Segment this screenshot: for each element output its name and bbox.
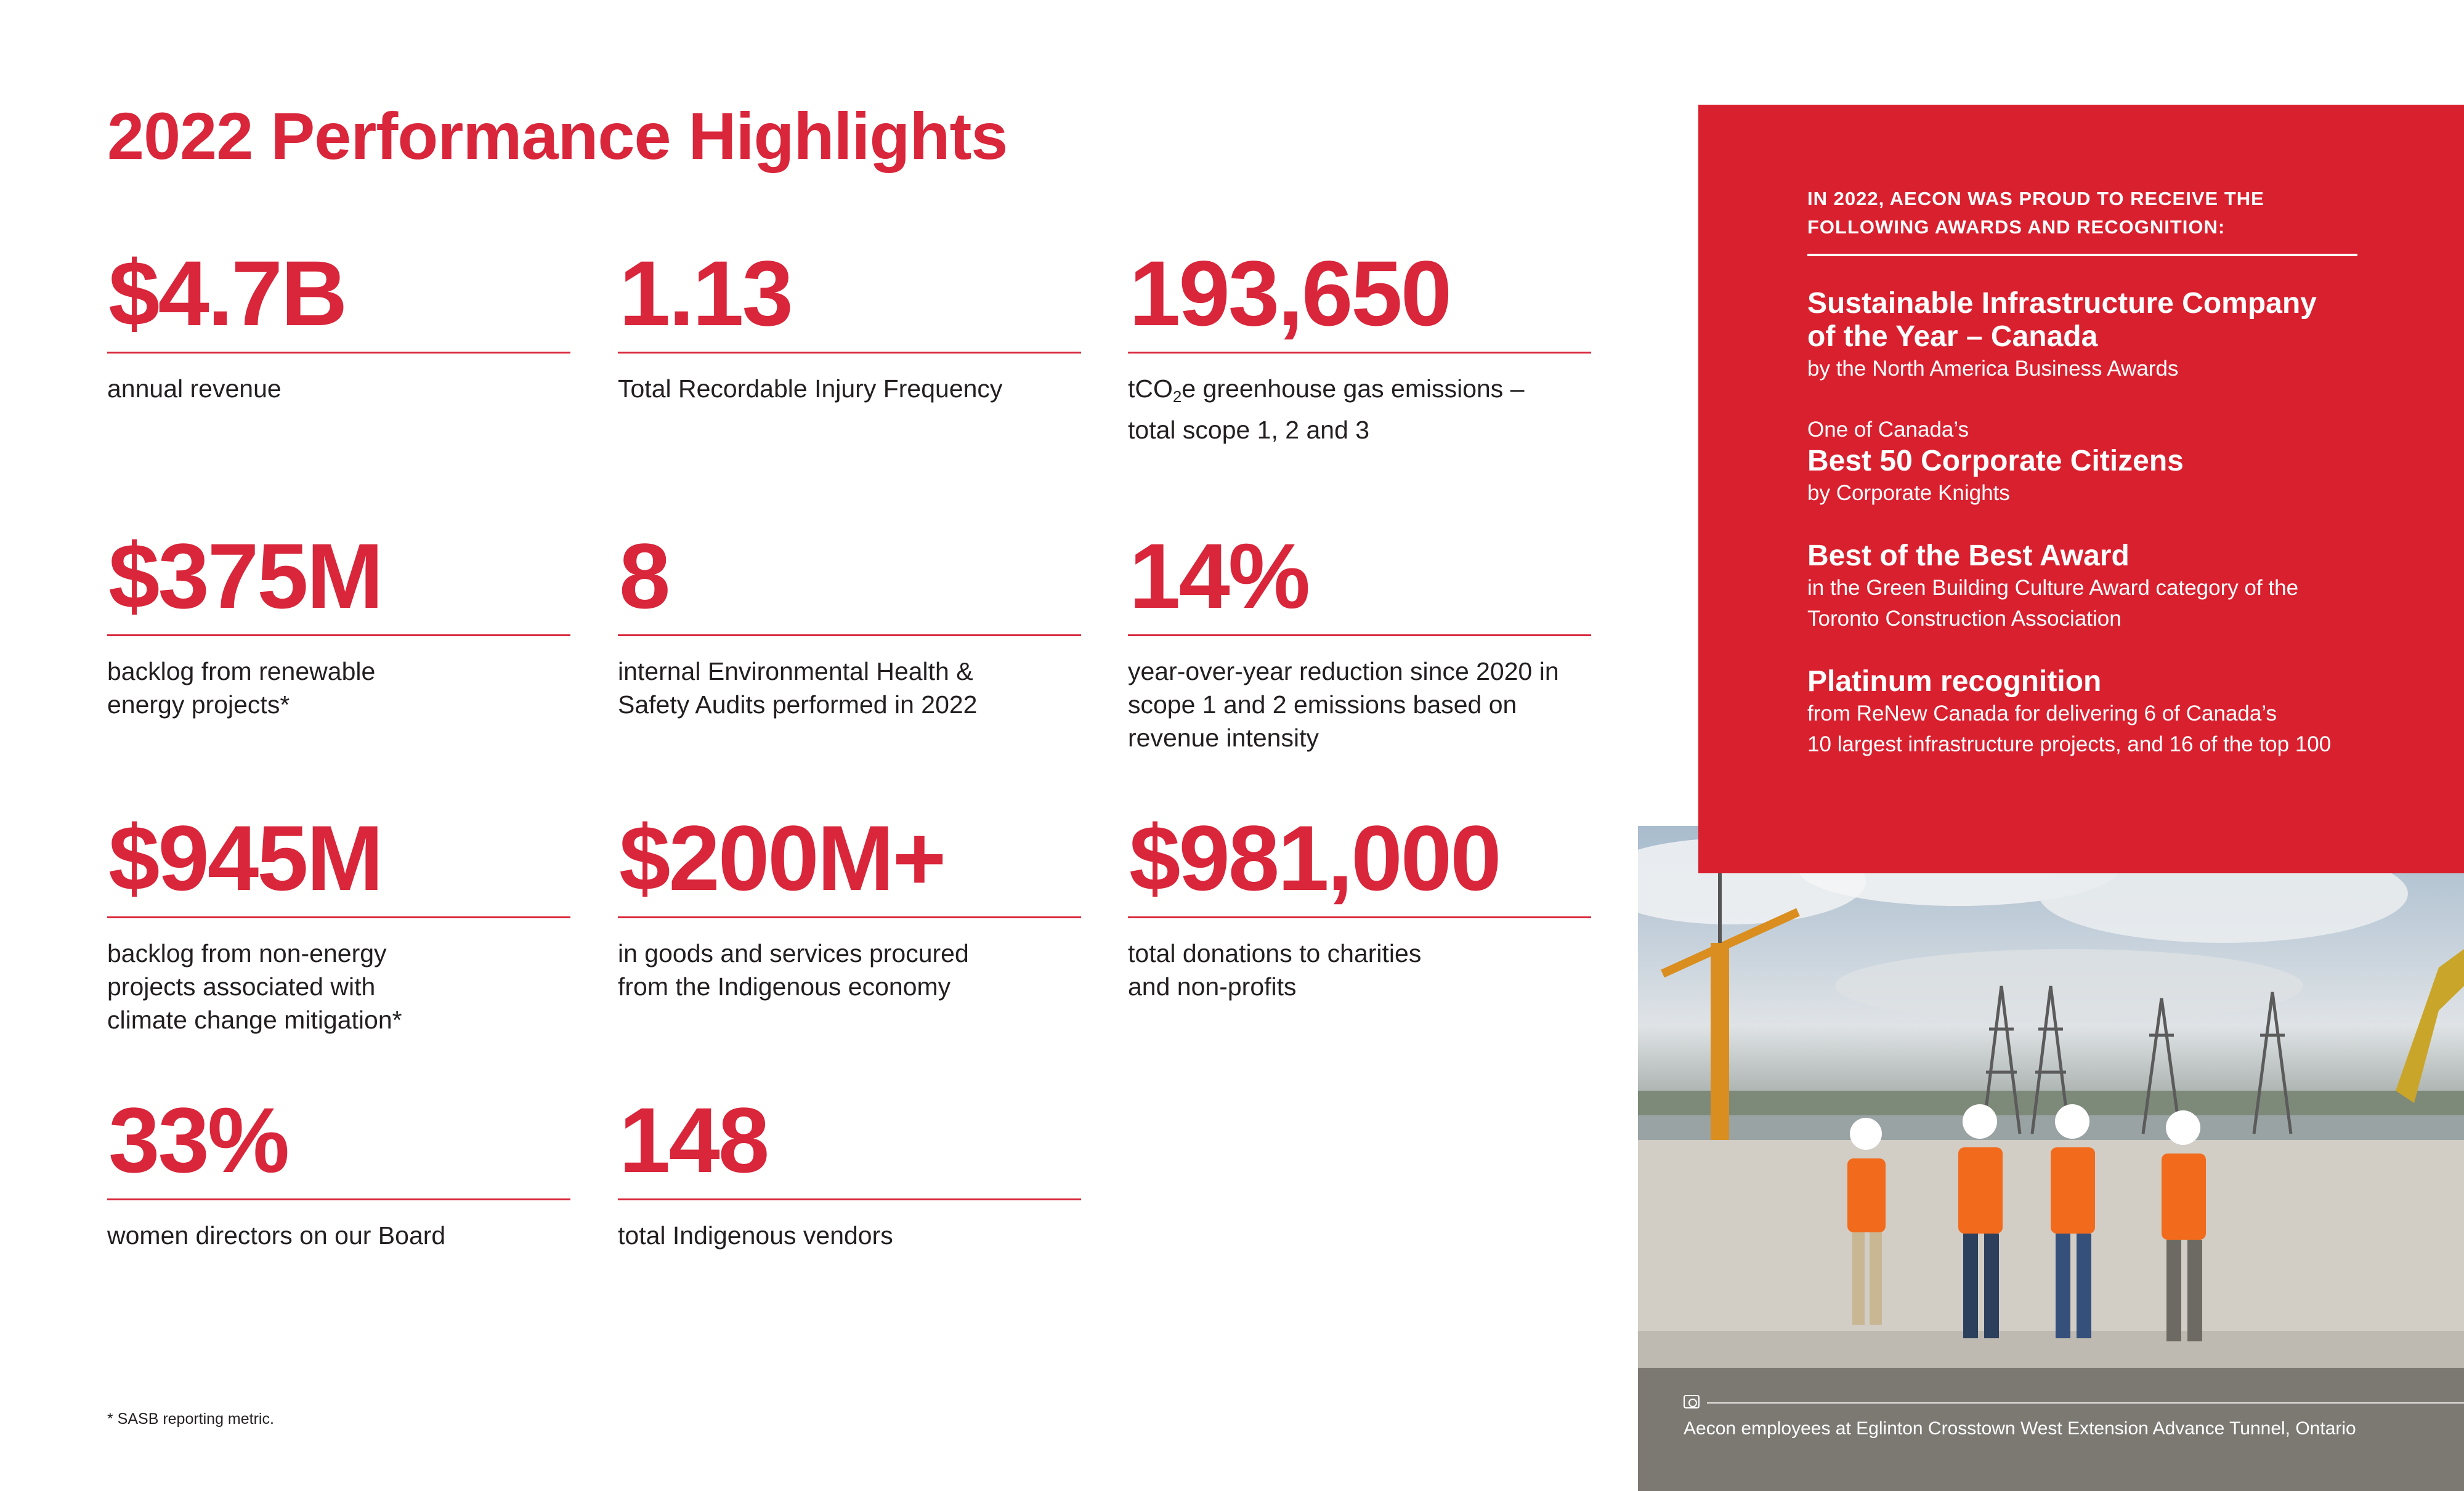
award-detail: in the Green Building Culture Award category of the Toronto Construction Association (1807, 576, 2299, 631)
metric-description-subscript: 2 (1172, 387, 1182, 406)
metric-description: in goods and services procured from the Indigenous economy (618, 939, 969, 1001)
metric-value: 8 (619, 524, 669, 628)
metric-divider (618, 1198, 1081, 1200)
metric-divider (107, 634, 570, 636)
metric-injury-frequency (618, 241, 1081, 405)
award-item (1807, 415, 2357, 509)
metric-description: women directors on our Board (107, 1221, 446, 1250)
metric-divider (618, 634, 1081, 636)
metric-ghg-emissions (1128, 241, 1591, 446)
caption-divider (1707, 1402, 2464, 1404)
metric-annual-revenue (107, 241, 570, 405)
metric-non-energy-backlog (107, 806, 570, 1036)
metric-indigenous-vendors (618, 1088, 1081, 1252)
metric-description: backlog from non-energy projects associated with climate change mitigation* (107, 939, 402, 1034)
award-detail: by Corporate Knights (1807, 481, 2010, 505)
award-item (1807, 287, 2357, 384)
metric-description-pre: tCO (1128, 374, 1173, 403)
footnote: * SASB reporting metric. (107, 1410, 274, 1428)
metric-divider (107, 352, 570, 354)
metric-description: total donations to charities and non-profits (1128, 939, 1422, 1001)
metric-divider (618, 352, 1081, 354)
award-prefix: One of Canada’s (1807, 418, 1969, 442)
award-name: Sustainable Infrastructure Company of the Year – Canada (1807, 287, 2317, 353)
metric-donations (1128, 806, 1591, 1003)
metric-ehs-audits (618, 524, 1081, 721)
photo-caption: Aecon employees at Eglinton Crosstown West Extension Advance Tunnel, Ontario (1684, 1418, 2356, 1439)
metric-indigenous-procurement (618, 806, 1081, 1003)
award-name: Best of the Best Award (1807, 539, 2130, 572)
metric-divider (107, 1198, 570, 1200)
metric-description-post: e greenhouse gas emissions – total scope 1, 2 and 3 (1128, 374, 1525, 444)
awards-divider (1807, 254, 2357, 256)
award-name: Platinum recognition (1807, 665, 2102, 698)
camera-icon (1684, 1395, 1700, 1408)
metric-value: $4.7B (108, 241, 346, 345)
metric-value: $200M+ (619, 806, 945, 910)
metric-renewable-backlog (107, 524, 570, 721)
metric-value: $981,000 (1129, 806, 1500, 910)
metric-value: 1.13 (619, 241, 792, 345)
awards-heading: IN 2022, AECON WAS PROUD TO RECEIVE THE FOLLOWING AWARDS AND RECOGNITION: (1807, 188, 2264, 238)
metric-description: internal Environmental Health & Safety Audits performed in 2022 (618, 657, 978, 719)
metric-description: total Indigenous vendors (618, 1221, 893, 1250)
metric-divider (107, 916, 570, 918)
metric-description (1128, 372, 1591, 446)
metric-description: backlog from renewable energy projects* (107, 657, 376, 719)
award-detail: from ReNew Canada for delivering 6 of Canada’s 10 largest infrastructure projects, and 16 of the top 100 (1807, 701, 2332, 756)
page-title: 2022 Performance Highlights (107, 99, 1008, 173)
metric-value: 193,650 (1129, 241, 1451, 345)
metric-value: 14% (1129, 524, 1309, 628)
metric-divider (1128, 352, 1591, 354)
site-photo-illustration (1638, 826, 2464, 1491)
metric-value: $375M (108, 524, 382, 628)
metric-description: Total Recordable Injury Frequency (618, 374, 1003, 403)
metric-value: 148 (619, 1088, 768, 1192)
metric-value: 33% (108, 1088, 288, 1192)
metric-divider (1128, 916, 1591, 918)
award-item (1807, 665, 2357, 760)
metric-value: $945M (108, 806, 382, 910)
metric-divider (1128, 634, 1591, 636)
metric-description: annual revenue (107, 374, 282, 403)
site-photo (1638, 826, 2464, 1491)
metric-description: year-over-year reduction since 2020 in scope 1 and 2 emissions based on revenue intensity (1128, 657, 1559, 752)
award-detail: by the North America Business Awards (1807, 357, 2179, 381)
awards-panel (1698, 105, 2464, 873)
metric-women-directors (107, 1088, 570, 1252)
award-item (1807, 539, 2357, 634)
award-name: Best 50 Corporate Citizens (1807, 445, 2184, 477)
metric-divider (618, 916, 1081, 918)
metric-emissions-reduction (1128, 524, 1591, 754)
